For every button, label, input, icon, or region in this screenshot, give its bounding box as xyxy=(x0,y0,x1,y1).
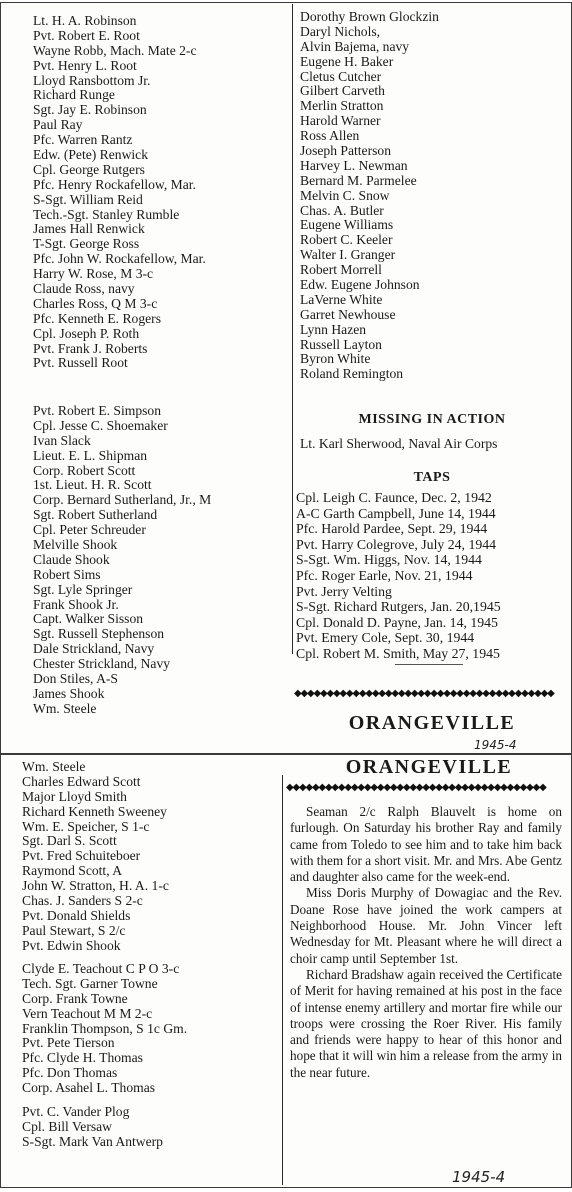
name-entry: Lieut. E. L. Shipman xyxy=(33,447,148,463)
name-entry: Pvt. Frank J. Roberts xyxy=(33,340,148,356)
name-entry: Sgt. Robert Sutherland xyxy=(33,507,158,523)
missing-in-action-heading: MISSING IN ACTION xyxy=(358,412,506,427)
name-entry: Pfc. Clyde H. Thomas xyxy=(22,1050,143,1066)
name-entry: Harry W. Rose, M 3-c xyxy=(33,266,154,282)
orangeville-heading-top: ORANGEVILLE xyxy=(348,712,516,734)
name-entry: Paul Ray xyxy=(33,117,83,133)
name-entry: Pvt. Robert E. Simpson xyxy=(33,403,162,418)
name-entry: Pvt. Edwin Shook xyxy=(22,937,121,953)
names-column-bottom-left xyxy=(22,760,169,954)
name-entry: Claude Shook xyxy=(33,551,110,567)
name-entry: Pfc. Henry Rockafellow, Mar. xyxy=(33,176,196,192)
name-entry: Dorothy Brown Glockzin xyxy=(300,9,439,24)
name-entry: Daryl Nichols, xyxy=(300,23,381,39)
name-entry: Pfc. Don Thomas xyxy=(22,1065,118,1081)
taps-entry: Cpl. Donald D. Payne, Jan. 14, 1945 xyxy=(296,614,498,630)
short-rule xyxy=(395,664,463,665)
taps-list xyxy=(296,490,501,662)
name-entry: Pvt. Robert E. Root xyxy=(33,27,140,43)
name-entry: LaVerne White xyxy=(300,291,383,307)
names-column-top-right xyxy=(300,10,439,382)
name-entry: Robert Morrell xyxy=(300,262,382,278)
name-entry: James Shook xyxy=(33,685,105,701)
name-entry: Roland Remington xyxy=(300,366,404,382)
taps-entry: S-Sgt. Wm. Higgs, Nov. 14, 1944 xyxy=(296,552,482,568)
name-entry: Garret Newhouse xyxy=(300,306,396,322)
ornament-rule-top: ◆◆◆◆◆◆◆◆◆◆◆◆◆◆◆◆◆◆◆◆◆◆◆◆◆◆◆◆◆◆◆◆◆◆◆◆◆◆◆◆ xyxy=(294,688,554,699)
name-entry: Cpl. Bill Versaw xyxy=(22,1118,112,1134)
name-entry: T-Sgt. George Ross xyxy=(33,236,140,252)
taps-entry: Pfc. Harold Pardee, Sept. 29, 1944 xyxy=(296,521,488,537)
name-entry: Richard Runge xyxy=(33,87,115,103)
name-entry: 1st. Lieut. H. R. Scott xyxy=(33,477,152,493)
news-column xyxy=(290,804,562,1081)
name-entry: Tech. Sgt. Garner Towne xyxy=(22,975,158,991)
name-entry: Pvt. Henry L. Root xyxy=(33,57,137,73)
taps-entry: Pvt. Harry Colegrove, July 24, 1944 xyxy=(296,536,497,552)
taps-entry: Cpl. Leigh C. Faunce, Dec. 2, 1942 xyxy=(296,490,492,505)
name-entry: Corp. Frank Towne xyxy=(22,990,128,1006)
name-entry: Robert C. Keeler xyxy=(300,232,393,248)
name-entry: John W. Stratton, H. A. 1-c xyxy=(22,878,169,894)
taps-entry: Cpl. Robert M. Smith, May 27, 1945 xyxy=(296,645,500,661)
name-entry: Cpl. Joseph P. Roth xyxy=(33,325,140,341)
name-entry: Major Lloyd Smith xyxy=(22,788,127,804)
name-entry: Wayne Robb, Mach. Mate 2-c xyxy=(33,42,197,58)
name-entry: Raymond Scott, A xyxy=(22,863,123,879)
name-entry: Pvt. Russell Root xyxy=(33,355,128,371)
news-paragraph: Miss Doris Murphy of Dowagiac and the Rev. Doane Rose have joined the work campers at Neighborhood House. Mr. John Vincer left Wednesday for Mt. Pleasant where he will direct a choir camp until September 1st. xyxy=(290,885,562,966)
news-paragraph: Seaman 2/c Ralph Blauvelt is home on furlough. On Saturday his brother Ray and family came from Toledo to see him and to take him back with them for a short visit. Mr. and Mrs. Abe Gentz and daughter also came for the week-end. xyxy=(290,804,562,885)
name-entry: Charles Ross, Q M 3-c xyxy=(33,295,158,311)
name-entry: Ross Allen xyxy=(300,128,360,144)
name-entry: Gilbert Carveth xyxy=(300,83,385,99)
name-entry: Harvey L. Newman xyxy=(300,157,408,173)
names-column-bottom-left-2 xyxy=(22,962,187,1096)
name-entry: S-Sgt. William Reid xyxy=(33,191,143,207)
name-entry: Edw. Eugene Johnson xyxy=(300,277,420,293)
name-entry: Pvt. Fred Schuiteboer xyxy=(22,848,141,864)
name-entry: Claude Ross, navy xyxy=(33,281,135,297)
name-entry: Corp. Asahel L. Thomas xyxy=(22,1080,156,1096)
name-entry: Vern Teachout M M 2-c xyxy=(22,1005,153,1021)
ornament-rule-bottom: ◆◆◆◆◆◆◆◆◆◆◆◆◆◆◆◆◆◆◆◆◆◆◆◆◆◆◆◆◆◆◆◆◆◆◆◆◆◆◆◆ xyxy=(286,782,546,793)
name-entry: Lynn Hazen xyxy=(300,321,367,337)
name-entry: Russell Layton xyxy=(300,336,382,352)
name-entry: Corp. Bernard Sutherland, Jr., M xyxy=(33,492,212,508)
name-entry: Melville Shook xyxy=(33,537,118,553)
handwritten-date-bottom: 1945-4 xyxy=(452,1168,506,1186)
name-entry: Cletus Cutcher xyxy=(300,68,382,84)
name-entry: Frank Shook Jr. xyxy=(33,596,119,612)
name-entry: Ivan Slack xyxy=(33,432,91,448)
name-entry: Sgt. Lyle Springer xyxy=(33,581,133,597)
name-entry: Walter I. Granger xyxy=(300,247,396,263)
name-entry: Pvt. Donald Shields xyxy=(22,907,131,923)
name-entry: Sgt. Russell Stephenson xyxy=(33,626,165,642)
name-entry: Don Stiles, A-S xyxy=(33,671,118,687)
taps-entry: Pvt. Emery Cole, Sept. 30, 1944 xyxy=(296,630,475,646)
name-entry: Sgt. Darl S. Scott xyxy=(22,833,117,849)
taps-entry: S-Sgt. Richard Rutgers, Jan. 20,1945 xyxy=(296,599,501,615)
name-entry: Capt. Walker Sisson xyxy=(33,611,144,627)
name-entry: Alvin Bajema, navy xyxy=(300,38,410,54)
name-entry: Harold Warner xyxy=(300,113,381,129)
name-entry: Byron White xyxy=(300,351,371,367)
name-entry: Pfc. Kenneth E. Rogers xyxy=(33,310,161,326)
orangeville-heading-bottom: ORANGEVILLE xyxy=(345,756,513,778)
name-entry: S-Sgt. Mark Van Antwerp xyxy=(22,1133,163,1149)
name-entry: Joseph Patterson xyxy=(300,143,391,159)
name-entry: Wm. Steele xyxy=(33,700,97,716)
taps-entry: A-C Garth Campbell, June 14, 1944 xyxy=(296,505,496,521)
taps-heading: TAPS xyxy=(413,470,451,485)
name-entry: Wm. Steele xyxy=(22,759,86,774)
name-entry: Robert Sims xyxy=(33,566,101,582)
column-divider-top xyxy=(292,4,293,654)
name-entry: Cpl. George Rutgers xyxy=(33,161,145,177)
name-entry: Pfc. John W. Rockafellow, Mar. xyxy=(33,251,206,267)
name-entry: Tech.-Sgt. Stanley Rumble xyxy=(33,206,180,222)
name-entry: Eugene Williams xyxy=(300,217,394,233)
name-entry: Wm. E. Speicher, S 1-c xyxy=(22,818,150,834)
name-entry: Franklin Thompson, S 1c Gm. xyxy=(22,1020,188,1036)
name-entry: Eugene H. Baker xyxy=(300,53,394,69)
name-entry: Cpl. Jesse C. Shoemaker xyxy=(33,417,168,433)
handwritten-date-top: 1945-4 xyxy=(474,738,517,752)
name-entry: James Hall Renwick xyxy=(33,221,145,237)
name-entry: Lt. H. A. Robinson xyxy=(33,13,137,28)
column-divider-bottom xyxy=(282,775,283,1185)
name-entry: Edw. (Pete) Renwick xyxy=(33,147,149,163)
name-entry: Pfc. Warren Rantz xyxy=(33,132,133,148)
news-paragraph: Richard Bradshaw again received the Certificate of Merit for having remained at his post in the face of intense enemy artillery and mortar fire while our troops were crossing the Roer River. His family and friends were happy to hear of this honor and hope that it will win him a release from the army in the near future. xyxy=(290,966,562,1080)
names-column-bottom-left-3 xyxy=(22,1105,163,1150)
name-entry: Cpl. Peter Schreuder xyxy=(33,522,146,538)
names-column-top-left-2 xyxy=(33,404,211,717)
name-entry: Lloyd Ransbottom Jr. xyxy=(33,72,151,88)
name-entry: Sgt. Jay E. Robinson xyxy=(33,102,147,118)
names-column-top-left xyxy=(33,14,206,371)
name-entry: Dale Strickland, Navy xyxy=(33,641,155,657)
name-entry: Paul Stewart, S 2/c xyxy=(22,922,126,938)
name-entry: Merlin Stratton xyxy=(300,98,384,114)
name-entry: Chas. J. Sanders S 2-c xyxy=(22,893,143,909)
name-entry: Melvin C. Snow xyxy=(300,187,390,203)
name-entry: Corp. Robert Scott xyxy=(33,462,136,478)
name-entry: Pvt. Pete Tierson xyxy=(22,1035,115,1051)
missing-list xyxy=(300,437,497,452)
name-entry: Chester Strickland, Navy xyxy=(33,656,171,672)
name-entry: Clyde E. Teachout C P O 3-c xyxy=(22,961,180,976)
name-entry: Richard Kenneth Sweeney xyxy=(22,803,167,819)
name-entry: Chas. A. Butler xyxy=(300,202,384,218)
name-entry: Charles Edward Scott xyxy=(22,773,141,789)
missing-entry: Lt. Karl Sherwood, Naval Air Corps xyxy=(300,436,498,451)
taps-entry: Pvt. Jerry Velting xyxy=(296,583,392,599)
taps-entry: Pfc. Roger Earle, Nov. 21, 1944 xyxy=(296,567,473,583)
name-entry: Bernard M. Parmelee xyxy=(300,172,417,188)
name-entry: Pvt. C. Vander Plog xyxy=(22,1104,130,1119)
